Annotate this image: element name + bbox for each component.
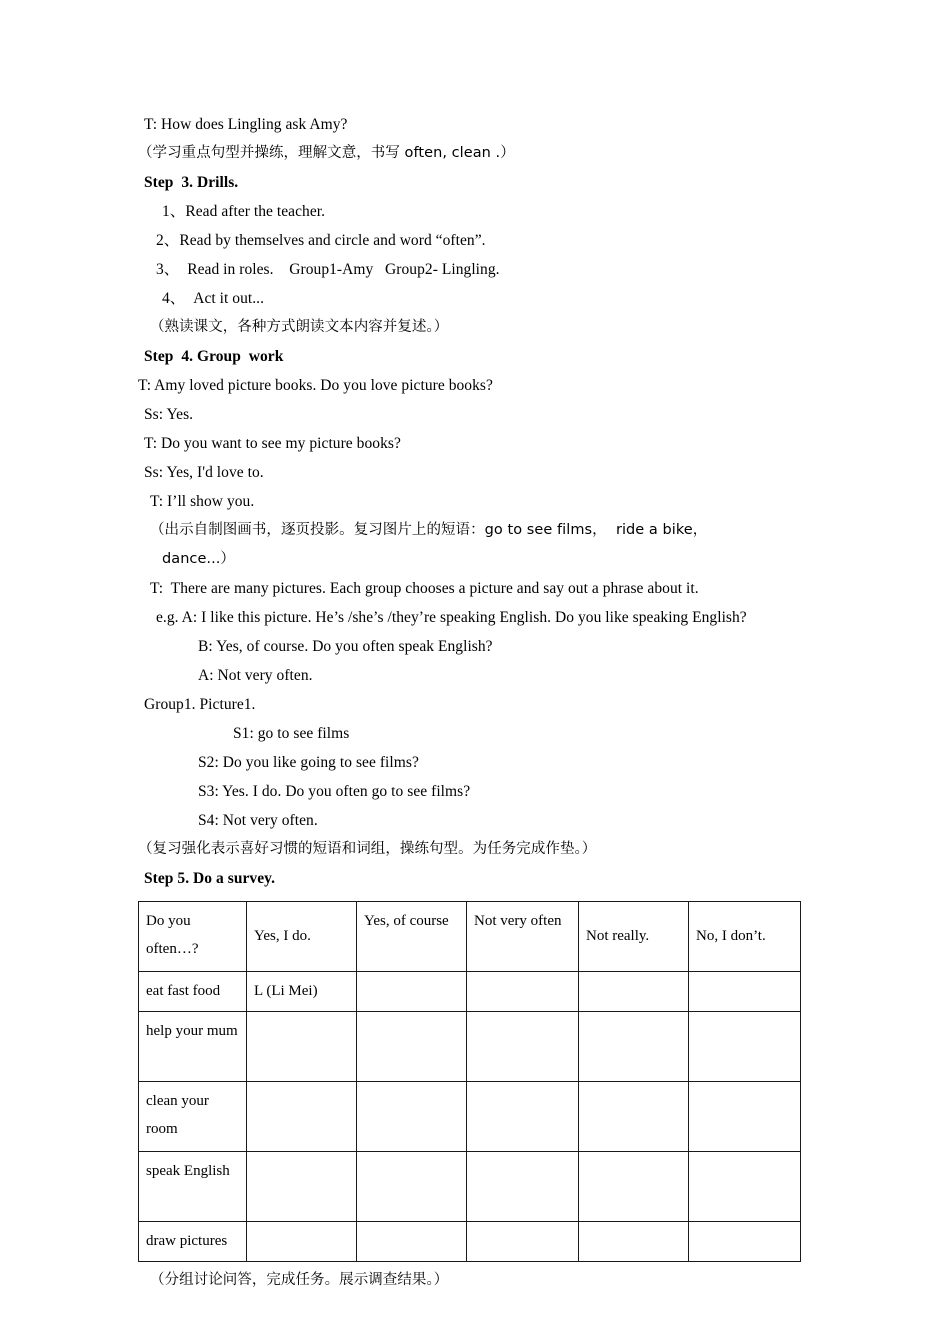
table-row [139,972,801,1012]
list-item-drills-3: 3、 Read in roles. Group1-Amy Group2- Lingling. [156,261,500,278]
table-cell[interactable]: L (Li Mei) [247,972,357,1012]
table-header-cell-yes-i-do: Yes, I do. [247,902,357,972]
list-item-drills-1: 1、Read after the teacher. [162,203,326,220]
text-line-example-b: B: Yes, of course. Do you often speak English? [198,638,493,655]
text-line-teacher-many-pictures: T: There are many pictures. Each group chooses a picture and say out a phrase about it. [150,580,699,597]
table-row-label-clean-your-room: clean your room [139,1082,247,1152]
survey-table-wrapper [138,901,800,1262]
heading-step-3: Step 3. Drills. [144,174,239,191]
text-line-students-yes: Ss: Yes. [144,406,194,423]
table-cell[interactable] [689,1012,801,1082]
table-cell[interactable] [689,1152,801,1222]
text-line-chinese-note-1: （学习重点句型并操练，理解文意，书写 often, clean .） [138,145,515,161]
text-line-chinese-note-5: （分组讨论问答，完成任务。展示调查结果。） [150,1272,449,1288]
table-cell[interactable] [247,1152,357,1222]
text-line-teacher-see-books: T: Do you want to see my picture books? [144,435,401,452]
table-cell[interactable] [579,972,689,1012]
table-header-cell-question: Do you often…? [139,902,247,972]
table-cell[interactable] [247,1012,357,1082]
text-line-chinese-note-2: （熟读课文，各种方式朗读文本内容并复述。） [150,319,449,335]
text-line-chinese-note-3a: （出示自制图画书，逐页投影。复习图片上的短语：go to see films， ride a bike， [150,522,708,538]
table-cell[interactable] [357,1012,467,1082]
table-cell[interactable] [357,972,467,1012]
text-line-s3: S3: Yes. I do. Do you often go to see films? [198,783,471,800]
table-cell[interactable] [689,972,801,1012]
text-line-group1-picture1: Group1. Picture1. [144,696,256,713]
heading-step-4: Step 4. Group work [144,348,284,365]
table-header-cell-no-i-dont: No, I don’t. [689,902,801,972]
table-cell[interactable] [579,1152,689,1222]
text-line-example-a2: A: Not very often. [198,667,313,684]
table-cell[interactable] [467,1152,579,1222]
table-header-cell-not-very-often: Not very often [467,902,579,972]
survey-table [138,901,801,1262]
text-line-s2: S2: Do you like going to see films? [198,754,419,771]
text-line-chinese-note-3b: dance...） [162,551,235,567]
text-line-teacher-question: T: How does Lingling ask Amy? [144,116,348,133]
table-cell[interactable] [579,1222,689,1262]
text-line-s1: S1: go to see films [233,725,350,742]
table-cell[interactable] [247,1222,357,1262]
table-row [139,1082,801,1152]
text-line-chinese-note-4: （复习强化表示喜好习惯的短语和词组，操练句型。为任务完成作垫。） [138,841,597,857]
table-row-label-eat-fast-food: eat fast food [139,972,247,1012]
table-cell[interactable] [579,1012,689,1082]
text-line-s4: S4: Not very often. [198,812,318,829]
list-item-drills-4: 4、 Act it out... [162,290,265,307]
table-cell[interactable] [689,1222,801,1262]
table-cell[interactable] [467,1082,579,1152]
table-cell[interactable] [357,1082,467,1152]
text-line-students-love-to: Ss: Yes, I'd love to. [144,464,264,481]
text-line-teacher-amy-books: T: Amy loved picture books. Do you love picture books? [138,377,493,394]
text-line-teacher-show-you: T: I’ll show you. [150,493,255,510]
table-cell[interactable] [247,1082,357,1152]
table-cell[interactable] [689,1082,801,1152]
table-row [139,1152,801,1222]
table-header-cell-yes-of-course: Yes, of course [357,902,467,972]
table-row-label-draw-pictures: draw pictures [139,1222,247,1262]
list-item-drills-2: 2、Read by themselves and circle and word “often”. [156,232,486,249]
table-header-cell-not-really: Not really. [579,902,689,972]
text-line-example-a: e.g. A: I like this picture. He’s /she’s /they’re speaking English. Do you like speaking English? [156,609,747,626]
table-row [139,1012,801,1082]
table-cell[interactable] [467,972,579,1012]
table-row-label-speak-english: speak English [139,1152,247,1222]
table-row [139,1222,801,1262]
table-cell[interactable] [357,1152,467,1222]
table-cell[interactable] [579,1082,689,1152]
table-cell[interactable] [357,1222,467,1262]
table-row-label-help-your-mum: help your mum [139,1012,247,1082]
heading-step-5: Step 5. Do a survey. [144,870,276,887]
table-header-row [139,902,801,972]
table-cell[interactable] [467,1012,579,1082]
table-cell[interactable] [467,1222,579,1262]
